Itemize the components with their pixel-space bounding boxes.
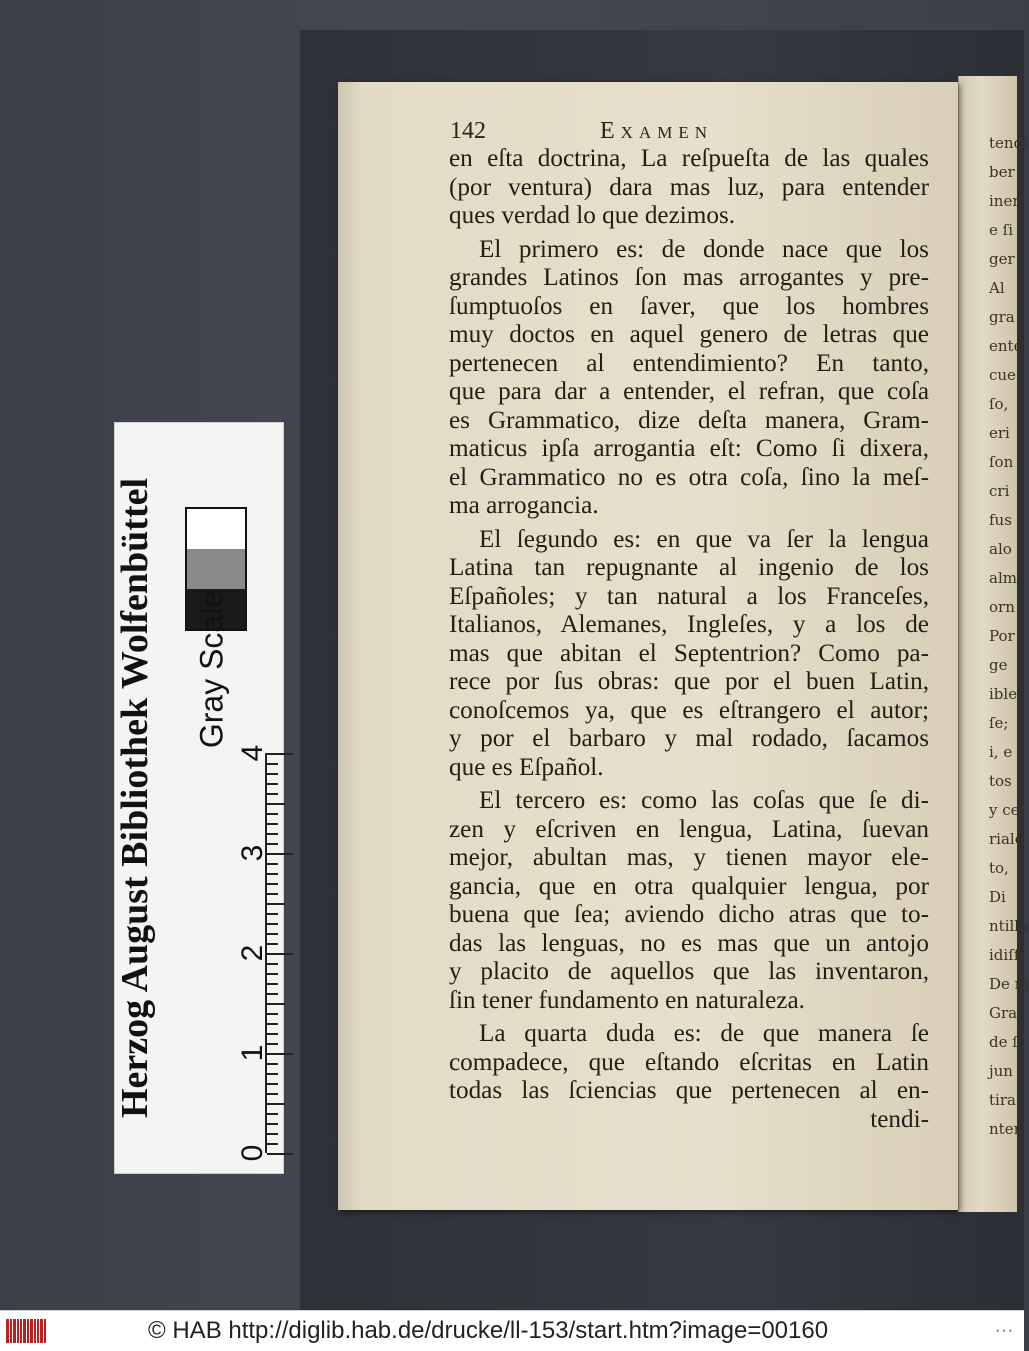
ruler-tick xyxy=(267,963,278,965)
facing-page-fragment: cri xyxy=(989,482,1010,500)
ruler-tick xyxy=(267,1133,278,1135)
facing-page-fragment: eri xyxy=(989,424,1010,442)
barcode-bar xyxy=(44,1319,46,1343)
ruler-tick xyxy=(267,823,278,825)
ruler-tick xyxy=(267,1123,278,1125)
barcode-bar xyxy=(6,1319,9,1343)
facing-page-fragment: ntilla xyxy=(989,917,1029,935)
facing-page-fragment: ber xyxy=(989,163,1015,181)
text-line: (por ventura) dara mas luz, para entender xyxy=(449,173,929,201)
barcode-bar xyxy=(37,1319,39,1343)
text-line: buena que ſea; aviendo dicho atras que to- xyxy=(449,901,929,928)
text-line: Eſpañoles; y tan natural a los Franceſes, xyxy=(449,582,929,610)
barcode-bar xyxy=(10,1319,12,1343)
ruler-tick xyxy=(267,913,278,915)
text-line: en eſta doctrina, La reſpueſta de las quales xyxy=(449,145,929,172)
text-line: ma arrogancia. xyxy=(449,492,599,519)
facing-page-fragment: ſe; xyxy=(989,714,1009,732)
facing-page-fragment: tendi xyxy=(989,134,1028,152)
ruler-tick xyxy=(267,1013,278,1015)
facing-page-fragment: Gra xyxy=(989,1004,1018,1022)
facing-page-fragment: nten xyxy=(989,1120,1024,1138)
ruler-tick xyxy=(267,903,285,905)
ruler-tick xyxy=(267,873,278,875)
text-line: que para dar a entender, el refran, que coſa xyxy=(449,378,929,405)
ruler-tick xyxy=(267,973,278,975)
ruler-tick xyxy=(267,1033,278,1035)
facing-page-fragment: ger xyxy=(989,250,1015,268)
ruler-tick xyxy=(267,1003,285,1005)
facing-page-fragment: alo xyxy=(989,540,1012,558)
facing-page-fragment: ſon xyxy=(989,453,1014,471)
facing-page-fragment: ſo, xyxy=(989,395,1009,413)
text-line: El ſegundo es: en que va ſer la lengua xyxy=(479,525,929,553)
facing-page-fragment: jun xyxy=(989,1062,1013,1080)
facing-page-fragment: to, xyxy=(989,859,1009,877)
text-line: conoſcemos ya, que es eſtrangero el autor; xyxy=(449,696,929,724)
ruler-tick xyxy=(267,1113,278,1115)
ruler-tick xyxy=(267,793,278,795)
text-line: que es Eſpañol. xyxy=(449,753,604,781)
page-body-text xyxy=(449,145,929,1134)
barcode-bar xyxy=(17,1319,19,1343)
ruler-tick xyxy=(267,893,278,895)
ruler-tick xyxy=(267,773,278,775)
facing-page-fragment: cue xyxy=(989,366,1016,384)
facing-page-fragment: ible xyxy=(989,685,1018,703)
ruler-tick xyxy=(267,1093,278,1095)
ruler-tick xyxy=(267,1073,278,1075)
text-line: pertenecen al entendimiento? En tanto, xyxy=(449,349,929,377)
ruler-tick xyxy=(267,783,278,785)
text-line: maticus ipſa arrogantia eſt: Como ſi dixera, xyxy=(449,435,929,462)
text-line: La quarta duda es: de que manera ſe xyxy=(479,1020,929,1047)
facing-page-fragment: ge xyxy=(989,656,1008,674)
facing-page-fragment: de ſ xyxy=(989,1033,1018,1051)
text-line: tendi- xyxy=(870,1105,929,1133)
ruler-tick xyxy=(267,1063,278,1065)
barcode-bar xyxy=(27,1319,29,1343)
facing-page-fragment: tos xyxy=(989,772,1012,790)
ruler-tick xyxy=(267,883,278,885)
facing-page-fragment: alm xyxy=(989,569,1017,587)
ruler-tick xyxy=(267,1153,293,1155)
text-line: ques verdad lo que dezimos. xyxy=(449,202,736,229)
ruler-tick xyxy=(267,953,293,955)
ruler-tick xyxy=(267,983,278,985)
text-line: el Grammatico no es otra coſa, ſino la meſ- xyxy=(449,463,929,491)
text-line: compadece, que eſtando eſcritas en Latin xyxy=(449,1048,929,1076)
running-head xyxy=(450,118,950,148)
ruler-tick xyxy=(267,1083,278,1085)
facing-page-fragment: fus xyxy=(989,511,1012,529)
page-number: 142 xyxy=(450,118,486,144)
facing-page-fragment: i, e xyxy=(989,743,1013,761)
ruler-tick xyxy=(267,763,278,765)
text-line: ſin tener fundamento en naturaleza. xyxy=(449,986,805,1014)
footer-bar xyxy=(0,1310,1024,1351)
facing-page-fragment: riale xyxy=(989,830,1024,848)
ruler-tick xyxy=(267,1103,285,1105)
ruler-tick xyxy=(267,803,285,805)
facing-page-fragment: y cer xyxy=(989,801,1027,819)
facing-page-fragment: e ſi xyxy=(989,221,1013,239)
ruler-tick xyxy=(267,1053,293,1055)
ruler-tick xyxy=(267,993,278,995)
barcode-bar xyxy=(23,1319,26,1343)
text-line: grandes Latinos ſon mas arrogantes y pre- xyxy=(449,264,929,291)
text-line: zen y eſcriven en lengua, Latina, ſuevan xyxy=(449,815,929,843)
text-line: rece por ſus obras: que por el buen Latin, xyxy=(449,668,929,695)
ruler-tick xyxy=(267,863,278,865)
ruler-tick xyxy=(267,813,278,815)
facing-page-fragment: Por xyxy=(989,627,1015,645)
barcode-bar xyxy=(13,1319,16,1343)
text-line: El primero es: de donde nace que los xyxy=(479,235,929,263)
facing-page-fragment: ente xyxy=(989,337,1023,355)
ruler-tick xyxy=(267,853,293,855)
footer-dots: ••• xyxy=(995,1327,1014,1337)
facing-page-fragment: Al xyxy=(989,279,1005,297)
text-line: das las lenguas, no es mas que un antojo xyxy=(449,929,929,957)
text-line: todas las ſciencias que pertenecen al en- xyxy=(449,1077,929,1104)
text-line: mejor, abultan mas, y tienen mayor ele- xyxy=(449,844,929,871)
facing-page-fragment: Di xyxy=(989,888,1006,906)
ruler-tick xyxy=(267,933,278,935)
footer-citation[interactable]: © HAB http://diglib.hab.de/drucke/ll-153/start.htm?image=00160 xyxy=(148,1317,829,1344)
barcode-bar xyxy=(20,1319,22,1343)
barcode-bar xyxy=(34,1319,36,1343)
ruler-tick xyxy=(267,1023,278,1025)
text-line: Italianos, Alemanes, Ingleſes, y a los de xyxy=(449,611,929,638)
facing-page-fragment: gra xyxy=(989,308,1015,326)
ruler-tick xyxy=(267,833,278,835)
white-swatch xyxy=(187,509,245,549)
facing-page-fragment: orn xyxy=(989,598,1015,616)
text-line: El tercero es: como las coſas que ſe di- xyxy=(479,787,929,814)
text-line: y por el barbaro y mal rodado, ſacamos xyxy=(449,725,929,752)
barcode-bar xyxy=(40,1319,43,1343)
facing-page-fragment: tira xyxy=(989,1091,1016,1109)
facing-page-fragment: De m xyxy=(989,975,1029,993)
text-line: ſumptuoſos en ſaver, que los hombres xyxy=(449,292,929,320)
text-line: gancia, que en otra qualquier lengua, por xyxy=(449,872,929,900)
facing-page-fragment: inen xyxy=(989,192,1022,210)
text-line: mas que abitan el Septentrion? Como pa- xyxy=(449,639,929,667)
barcode-icon xyxy=(6,1319,50,1343)
text-line: es Grammatico, dize deſta manera, Gram- xyxy=(449,406,929,434)
ruler-tick xyxy=(267,753,293,755)
ruler-tick xyxy=(267,923,278,925)
running-head-title: Examen xyxy=(600,118,713,144)
facing-page-edge xyxy=(958,76,1029,1212)
barcode-bar xyxy=(30,1319,33,1343)
gray-swatch xyxy=(187,549,245,589)
color-scale-ruler: Herzog August Bibliothek Wolfenbüttel Gray Scale 0 1 2 3 4 xyxy=(114,422,284,1174)
text-line: Latina tan repugnante al ingenio de los xyxy=(449,554,929,581)
facing-page-fragment: idiſſi xyxy=(989,946,1025,964)
text-line: muy doctos en aquel genero de letras que xyxy=(449,321,929,348)
text-line: y placito de aquellos que las inventaron, xyxy=(449,958,929,985)
